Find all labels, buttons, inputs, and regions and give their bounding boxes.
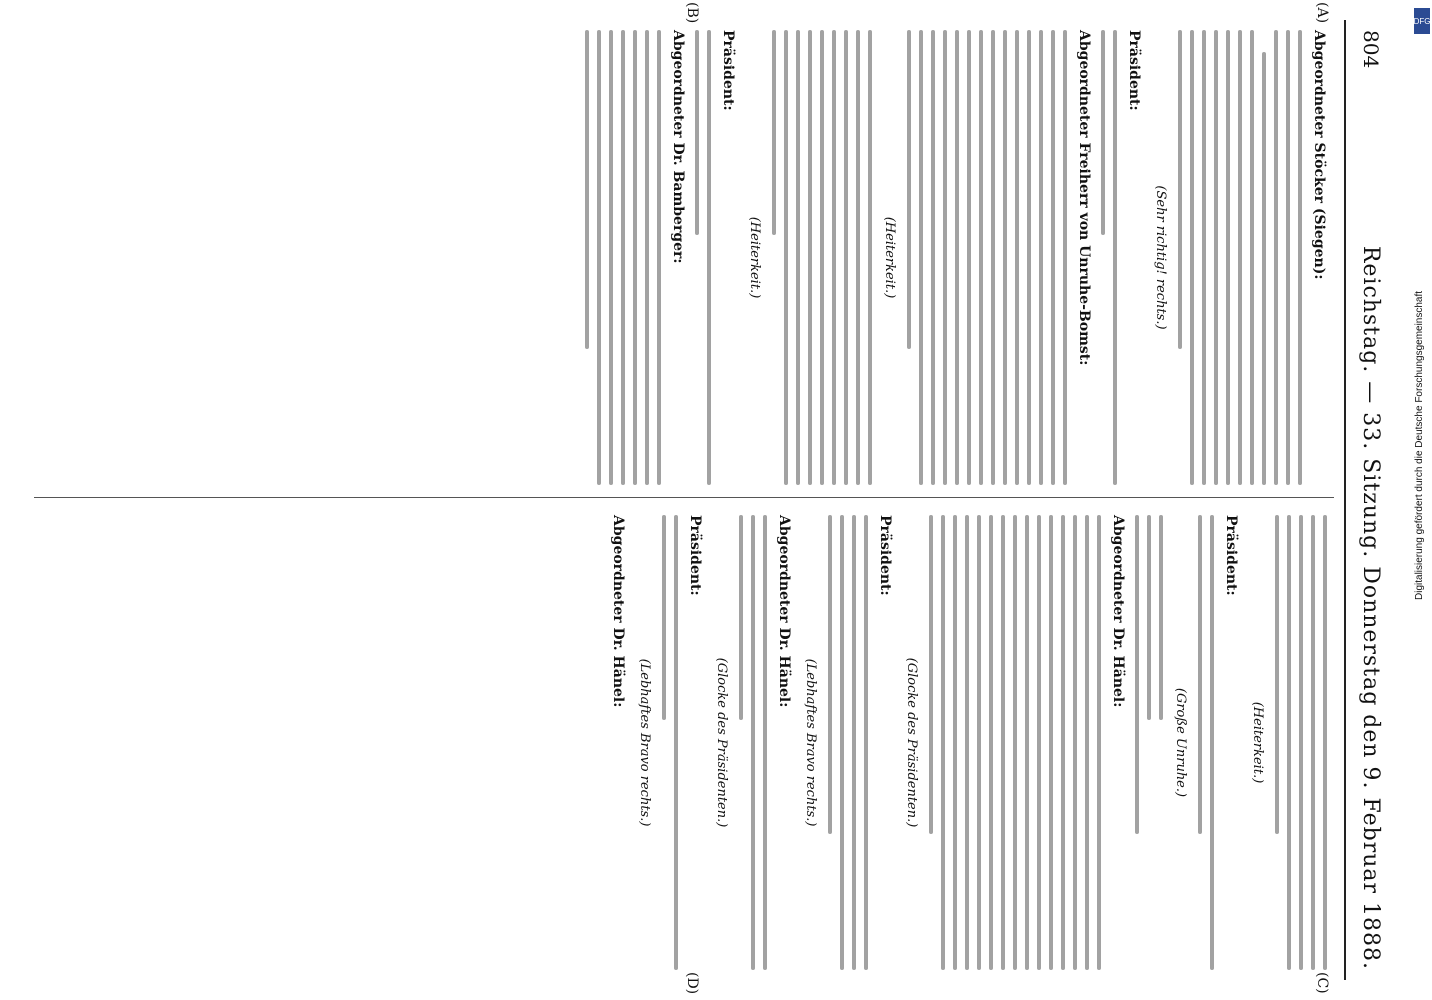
speaker-line: Abgeordneter Dr. Hänel: [776,515,792,708]
stage-direction: (Glocke des Präsidenten.) [904,657,919,828]
page-number: 804 [1359,30,1383,69]
stage-direction: (Große Unruhe.) [1173,687,1188,798]
speaker-line: Präsident: [720,30,736,111]
side-note [1410,0,1430,1000]
stage-direction: (Heiterkeit.) [747,216,762,299]
speaker-line: Präsident: [1126,30,1142,111]
stage-direction: (Lebhaftes Bravo rechts.) [637,658,652,827]
page-title: Reichstag. — 33. Sitzung. Donnerstag den 9. Februar 1888. [1358,245,1384,970]
speaker-line: Abgeordneter Dr. Hänel: [610,515,626,708]
margin-marker-a: (A) [1314,2,1330,24]
stage-direction: (Heiterkeit.) [882,216,897,299]
stage-direction: (Glocke des Präsidenten.) [714,657,729,828]
stage-direction: (Heiterkeit.) [1250,701,1265,784]
stage-direction: (Lebhaftes Bravo rechts.) [803,658,818,827]
speaker-line: Präsident: [1223,515,1239,596]
margin-marker-c: (C) [1314,972,1330,994]
margin-marker-b: (B) [684,2,700,24]
column-divider [34,497,1334,498]
left-column [34,30,1334,485]
digitization-note: Digitalisierung gefördert durch die Deutsche Forschungsgemeinschaft [1414,290,1425,600]
speaker-line: Präsident: [877,515,893,596]
speaker-line: Abgeordneter Dr. Hänel: [1110,515,1126,708]
stage-direction: (Sehr richtig! rechts.) [1153,185,1168,330]
speaker-line: Abgeordneter Dr. Bamberger: [670,30,686,264]
margin-marker-d: (D) [684,972,700,995]
page-header [1350,30,1392,970]
right-column [34,515,1334,970]
speaker-line: Präsident: [687,515,703,596]
dfg-logo: DFG [1414,8,1430,34]
speaker-line: Abgeordneter Stöcker (Siegen): [1311,30,1327,280]
header-rule [1344,20,1346,980]
speaker-line: Abgeordneter Freiherr von Unruhe-Bomst: [1076,30,1092,366]
